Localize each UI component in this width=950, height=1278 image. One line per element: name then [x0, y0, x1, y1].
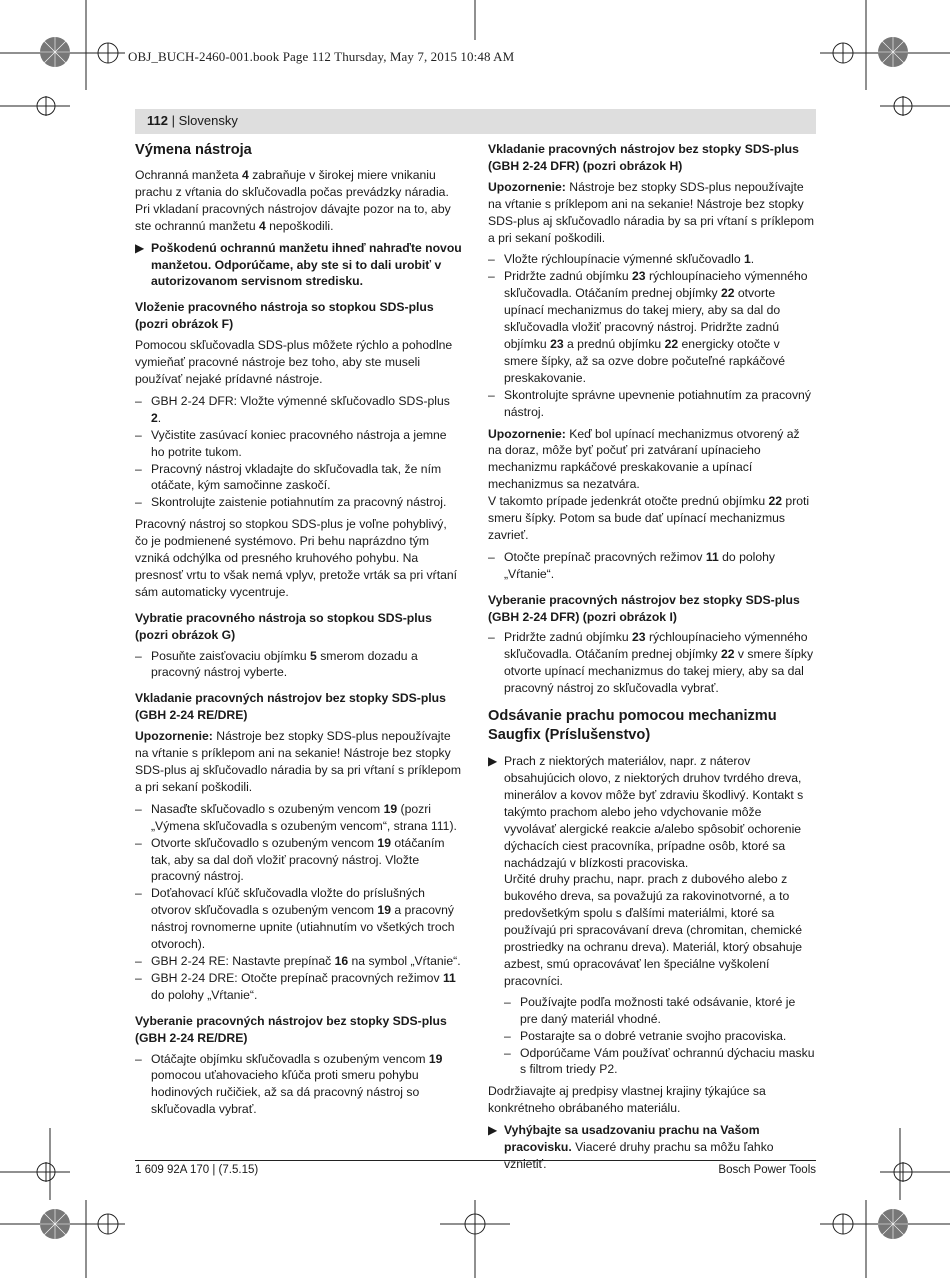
subsection-title: Vyberanie pracovných nástrojov bez stopky SDS-plus (GBH 2-24 DFR) (pozri obrázok I) — [488, 592, 800, 624]
text-run: Dodržiavajte aj predpisy vlastnej krajiny týkajúce sa konkrétneho obrábaného materiálu. — [488, 1084, 766, 1116]
text-run: do polohy „Vŕtanie“. — [151, 987, 258, 1002]
header-separator: | — [167, 113, 179, 128]
subsection-title: Vkladanie pracovných nástrojov bez stopky SDS-plus (GBH 2-24 RE/DRE) — [135, 691, 446, 723]
text-run: Viaceré druhy prachu sa môžu ľahko vznietiť. — [504, 1140, 774, 1171]
dash-list — [135, 801, 463, 1004]
list-item — [135, 648, 463, 682]
bold-run: Upozornenie: — [135, 729, 213, 744]
list-item — [488, 549, 816, 583]
page-number: 112 — [147, 113, 168, 128]
text-run: proti smeru šípky. Potom sa bude dať upínací mechanizmus zavrieť. — [488, 494, 810, 542]
warning-text — [504, 754, 803, 869]
text-run: Pracovný nástroj so stopkou SDS-plus je voľne pohyblivý, čo je podmienené systémovo. Pri behu naprázdno tým vzniká odchýlka od presného kruhového pohybu. Na presnosť vrtu to však nemá vplyv, pretože vrták sa pri vŕtaní sám automaticky vycentruje. — [135, 517, 458, 599]
subsection-title: Vybratie pracovného nástroja so stopkou SDS-plus (pozri obrázok G) — [135, 610, 432, 642]
text-run: Nástroje bez stopky SDS-plus nepoužívajte na vŕtanie s príklepom ani na sekanie! Nástroje bez stopky SDS-plus aj skľučovadlo náradia by sa pri vŕtaní s príklepom a pri sekaní poškodili. — [488, 179, 814, 245]
list-item — [135, 953, 463, 970]
text-run: Otáčajte objímku skľučovadla s ozubeným vencom — [151, 1051, 429, 1066]
warning-text — [151, 241, 462, 289]
section-title-tool-change: Výmena nástroja — [135, 142, 252, 158]
text-run: Pridržte zadnú objímku — [504, 269, 633, 284]
text-run: GBH 2-24 DRE: Otočte prepínač pracovných režimov — [151, 970, 443, 985]
text-run: Keď bol upínací mechanizmus otvorený až na doraz, môže byť počuť pri zatváraní upínacieho mechanizmu rapkáčové preskakovanie a upínací mechanizmus sa nezatvára. — [488, 426, 800, 492]
bold-run: 11 — [442, 970, 456, 985]
text-run: Nástroje bez stopky SDS-plus nepoužívajte na vŕtanie s príklepom ani na sekanie! Nástroje bez stopky SDS-plus aj skľučovadlo náradia by sa pri vŕtaní s príklepom a pri sekaní poškodili. — [135, 729, 461, 794]
header-language: Slovensky — [178, 113, 238, 128]
text-run: smerom dozadu a pracovný nástroj vyberte. — [151, 648, 418, 680]
right-column — [488, 141, 816, 1178]
text-run: Určité druhy prachu, napr. prach z dubového alebo z bukového dreva, sa považujú za rakovinotvorné, a to predovšetkým spolu s ďalšími materiálmi, ktoré sa používajú pri spracovávaní dreva (chromitan, chemické prostriedky na ochranu dreva). Materiál, ktorý obsahuje azbest, smú opracovávať len špeciálne vyškolení pracovníci. — [504, 872, 803, 988]
text-run: Vyčistite zasúvací koniec pracovného nástroja a jemne ho potrite tukom. — [151, 427, 447, 459]
list-item — [488, 251, 816, 268]
text-run: v smere šípky otvorte upínací mechanizmus do takej miery, aby sa dal pracovný nástroj zo skľučovadla vybrať. — [504, 647, 814, 696]
text-run: (pozri „Výmena skľučovadla s ozubeným vencom“, strana 111). — [151, 801, 457, 833]
triangle-bullet-icon: ▶ — [488, 754, 498, 769]
footer-rule — [135, 1160, 816, 1161]
text-run: Otvorte skľučovadlo s ozubeným vencom — [151, 835, 378, 850]
list-item — [135, 494, 463, 511]
text-run: Nasaďte skľučovadlo s ozubeným vencom — [151, 801, 384, 816]
bold-run: Upozornenie: — [488, 426, 566, 441]
subsection-title: Vyberanie pracovných nástrojov bez stopky SDS-plus (GBH 2-24 RE/DRE) — [135, 1013, 447, 1045]
paragraph — [135, 516, 463, 601]
text-run: Pridržte zadnú objímku — [504, 630, 633, 645]
bold-run: 2 — [151, 410, 158, 425]
text-run: a pracovný nástroj rovnomerne upnite (utiahnutím vo všetkých troch otvoroch). — [151, 903, 455, 952]
text-run: Prach z niektorých materiálov, napr. z náterov obsahujúcich olovo, z niektorých druhov tvrdého dreva, minerálov a kovov môže byť zdraviu škodlivý. Kontakt s takýmto prachom alebo jeho vdychovanie môže vyvolávať alergické reakcie a/alebo spôsobiť ochorenie dýchacích ciest pracovníka, prípadne osôb, ktoré sa nachádzajú v blízkosti pracoviska. — [504, 754, 804, 870]
list-item — [504, 1045, 816, 1079]
text-run: Odporúčame Vám používať ochrannú dýchaciu masku s filtrom triedy P2. — [520, 1045, 815, 1077]
text-run: Doťahovací kľúč skľučovadla vložte do príslušných otvorov skľučovadla s ozubeným vencom — [151, 886, 425, 918]
warning-continuation — [488, 871, 816, 1078]
text-run: Pomocou skľučovadla SDS-plus môžete rýchlo a pohodlne vymieňať pracovné nástroje bez toho, aby ste museli používať nejaké prídavné nástroje. — [135, 338, 453, 386]
print-slug: OBJ_BUCH-2460-001.book Page 112 Thursday, May 7, 2015 10:48 AM — [128, 49, 515, 64]
bold-run: 4 — [242, 168, 249, 182]
bold-run: 5 — [310, 648, 317, 663]
list-item — [135, 461, 463, 495]
page-header — [147, 113, 238, 128]
paragraph — [135, 728, 463, 796]
list-item — [504, 994, 816, 1028]
bold-run: Upozornenie: — [488, 179, 566, 194]
paragraph — [488, 426, 816, 494]
paragraph — [488, 493, 816, 544]
text-run: GBH 2-24 RE: Nastavte prepínač — [151, 953, 335, 968]
text-run: nepoškodili. — [265, 218, 334, 233]
footer-doc-number: 1 609 92A 170 | (7.5.15) — [135, 1164, 259, 1176]
bold-run: 22 — [720, 647, 735, 662]
bold-run: 4 — [258, 218, 266, 233]
paragraph — [135, 167, 463, 235]
bold-run: 23 — [632, 630, 646, 645]
bold-run: 11 — [705, 549, 719, 564]
warning-item — [488, 753, 816, 871]
text-run: V takomto prípade jedenkrát otočte prednú objímku — [488, 494, 769, 509]
text-run: rýchloupínacieho výmenného skľučovadla. Otáčaním prednej objímky — [504, 630, 808, 662]
bold-run: 22 — [720, 286, 735, 301]
text-run: otvorte upínací mechanizmus do takej miery, aby sa dal do skľučovadla vložiť pracovný nástroj. Pridržte zadnú objímku — [504, 286, 781, 351]
bold-run: Poškodenú ochrannú manžetu ihneď nahraďte novou manžetou. Odporúčame, aby ste si to dali urobiť v autorizovanom servisnom stredisku. — [151, 240, 462, 289]
bold-run: Vyhýbajte sa usadzovaniu prachu na Vašom pracovisku. — [504, 1123, 760, 1155]
paragraph — [488, 179, 816, 247]
dash-list — [504, 994, 816, 1079]
text-run: a prednú objímku — [563, 336, 665, 351]
list-item — [135, 970, 463, 1004]
bold-run: 19 — [383, 801, 398, 816]
text-run: na symbol „Vŕtanie“. — [348, 953, 461, 968]
list-item — [135, 801, 463, 835]
list-item — [488, 629, 816, 697]
dash-list — [135, 393, 463, 511]
paragraph — [135, 337, 463, 388]
text-run: pomocou uťahovacieho kľúča proti smeru pohybu hodinových ručičiek, až sa dá pracovný nástroj so skľučovadla vybrať. — [151, 1068, 420, 1117]
bold-run: 19 — [377, 903, 391, 918]
text-run: Skontrolujte správne upevnenie potiahnutím za pracovný nástroj. — [504, 387, 811, 419]
list-item — [135, 393, 463, 427]
bold-run: 23 — [632, 269, 646, 284]
list-item — [135, 1051, 463, 1119]
list-item — [135, 885, 463, 953]
text-run: Pracovný nástroj vkladajte do skľučovadla tak, že ním otáčate, kým samočinne zaskočí. — [151, 461, 442, 493]
dash-list — [488, 549, 816, 583]
bold-run: 23 — [550, 336, 564, 351]
dash-list — [488, 629, 816, 697]
list-item — [504, 1028, 816, 1045]
dash-list — [488, 251, 816, 420]
page-header-bar — [135, 109, 816, 134]
subsection-title: Vkladanie pracovných nástrojov bez stopky SDS-plus (GBH 2-24 DFR) (pozri obrázok H) — [488, 142, 799, 173]
bold-run: 22 — [768, 494, 783, 509]
triangle-bullet-icon: ▶ — [135, 240, 145, 255]
text-run: Posuňte zaisťovaciu objímku — [151, 648, 311, 663]
list-item — [488, 268, 816, 386]
list-item — [488, 387, 816, 421]
text-run: Vložte rýchloupínacie výmenné skľučovadlo — [504, 252, 744, 267]
text-run: GBH 2-24 DFR: Vložte výmenné skľučovadlo SDS-plus — [151, 393, 450, 408]
dash-list — [135, 648, 463, 682]
left-column — [135, 141, 463, 1123]
paragraph — [504, 871, 816, 989]
text-run: . — [157, 410, 162, 425]
section-title-dust-extraction: Odsávanie prachu pomocou mechanizmu Saugfix (Príslušenstvo) — [488, 708, 777, 744]
bold-run: 16 — [334, 953, 349, 968]
triangle-bullet-icon: ▶ — [488, 1123, 498, 1138]
text-run: energicky otočte v smere šípky, až sa ozve dobre počuteľné rapkáčové preskakovanie. — [504, 336, 786, 385]
bold-run: 22 — [664, 336, 679, 351]
list-item — [135, 835, 463, 886]
text-run: do polohy „Vŕtanie“. — [504, 549, 776, 581]
bold-run: 19 — [428, 1051, 443, 1066]
text-run: Skontrolujte zaistenie potiahnutím za pracovný nástroj. — [151, 495, 447, 510]
warning-item — [135, 240, 463, 291]
paragraph — [488, 1083, 816, 1117]
text-run: . — [750, 252, 755, 267]
text-run: Otočte prepínač pracovných režimov — [504, 549, 706, 564]
text-run: Ochranná manžeta — [135, 168, 243, 182]
subsection-title: Vloženie pracovného nástroja so stopkou SDS-plus (pozri obrázok F) — [135, 300, 434, 332]
text-run: Postarajte sa o dobré vetranie svojho pracoviska. — [520, 1028, 787, 1043]
text-run: otáčaním tak, aby sa dal doň vložiť pracovný nástroj. Vložte pracovný nástroj. — [151, 835, 445, 884]
text-run: Používajte podľa možnosti také odsávanie, ktoré je pre daný materiál vhodné. — [520, 994, 796, 1026]
text-run: rýchloupínacieho výmenného skľučovadla. Otáčaním prednej objímky — [504, 269, 808, 301]
text-run: zabraňuje v širokej miere vnikaniu prachu z vŕtania do skľučovadla počas prevádzky náradia. Pri vkladaní pracovných nástrojov dávajte pozor na to, aby ste ochrannú manžetu — [135, 168, 451, 233]
footer-brand: Bosch Power Tools — [718, 1164, 816, 1176]
list-item — [135, 427, 463, 461]
bold-run: 1 — [743, 252, 751, 267]
bold-run: 19 — [377, 835, 391, 850]
dash-list — [135, 1051, 463, 1119]
